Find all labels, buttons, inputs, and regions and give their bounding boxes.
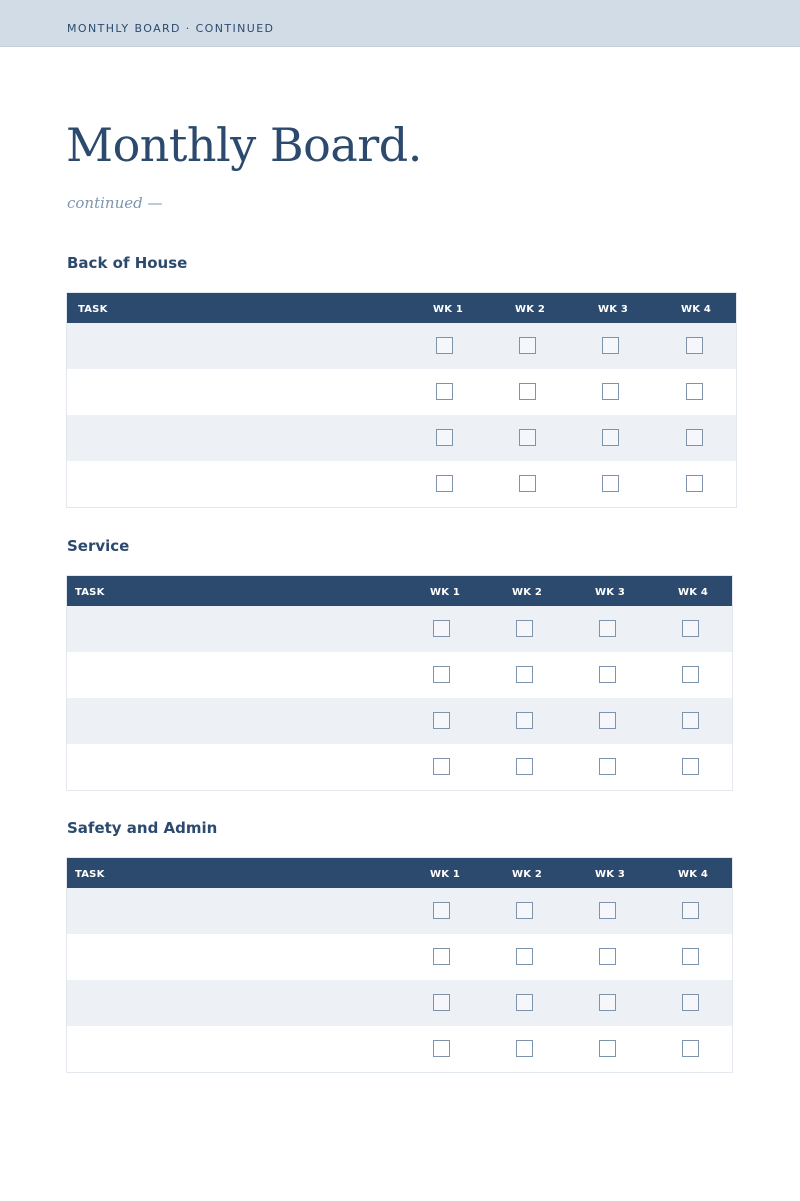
- wk1-checkbox-icon[interactable]: [433, 1040, 450, 1057]
- wk3-checkbox-icon[interactable]: [599, 1040, 616, 1057]
- col-header-wk3: WK 3: [595, 587, 626, 598]
- col-header-wk4: WK 4: [681, 304, 712, 315]
- wk1-checkbox-icon[interactable]: [436, 429, 453, 446]
- board-header-row: [67, 293, 736, 323]
- wk3-checkbox-icon[interactable]: [602, 429, 619, 446]
- col-header-wk4: WK 4: [678, 587, 709, 598]
- col-header-task: TASK: [75, 587, 105, 598]
- wk4-checkbox-icon[interactable]: [686, 383, 703, 400]
- wk4-checkbox-icon[interactable]: [682, 994, 699, 1011]
- task-row: [67, 369, 736, 415]
- col-header-wk1: WK 1: [433, 304, 464, 315]
- wk2-checkbox-icon[interactable]: [519, 475, 536, 492]
- wk3-checkbox-icon[interactable]: [599, 712, 616, 729]
- col-header-wk3: WK 3: [595, 869, 626, 880]
- wk1-checkbox-icon[interactable]: [433, 666, 450, 683]
- task-row: [67, 323, 736, 369]
- col-header-wk1: WK 1: [430, 869, 461, 880]
- task-row: [67, 1026, 732, 1072]
- wk1-checkbox-icon[interactable]: [433, 994, 450, 1011]
- col-header-wk2: WK 2: [512, 587, 543, 598]
- board-header-row: [67, 858, 732, 888]
- wk1-checkbox-icon[interactable]: [433, 902, 450, 919]
- board-safety-and-admin: [66, 857, 733, 1073]
- wk2-checkbox-icon[interactable]: [516, 620, 533, 637]
- wk2-checkbox-icon[interactable]: [519, 383, 536, 400]
- task-row: [67, 698, 732, 744]
- board-service: [66, 575, 733, 791]
- wk2-checkbox-icon[interactable]: [519, 337, 536, 354]
- task-row: [67, 652, 732, 698]
- wk4-checkbox-icon[interactable]: [686, 337, 703, 354]
- task-row: [67, 934, 732, 980]
- page-subtitle: continued —: [67, 194, 163, 212]
- wk3-checkbox-icon[interactable]: [599, 948, 616, 965]
- wk2-checkbox-icon[interactable]: [516, 758, 533, 775]
- wk3-checkbox-icon[interactable]: [599, 902, 616, 919]
- wk3-checkbox-icon[interactable]: [599, 620, 616, 637]
- col-header-task: TASK: [75, 869, 105, 880]
- wk3-checkbox-icon[interactable]: [599, 758, 616, 775]
- board-back-of-house: [66, 292, 737, 508]
- col-header-wk2: WK 2: [515, 304, 546, 315]
- page-title: Monthly Board.: [66, 118, 422, 172]
- top-banner: [0, 0, 800, 47]
- col-header-wk2: WK 2: [512, 869, 543, 880]
- wk2-checkbox-icon[interactable]: [516, 1040, 533, 1057]
- wk1-checkbox-icon[interactable]: [436, 475, 453, 492]
- task-row: [67, 461, 736, 507]
- wk1-checkbox-icon[interactable]: [436, 337, 453, 354]
- wk2-checkbox-icon[interactable]: [516, 666, 533, 683]
- wk4-checkbox-icon[interactable]: [682, 620, 699, 637]
- wk3-checkbox-icon[interactable]: [602, 337, 619, 354]
- wk2-checkbox-icon[interactable]: [516, 902, 533, 919]
- wk1-checkbox-icon[interactable]: [433, 620, 450, 637]
- section-title-back-of-house: Back of House: [67, 254, 188, 272]
- wk4-checkbox-icon[interactable]: [682, 948, 699, 965]
- task-row: [67, 606, 732, 652]
- wk2-checkbox-icon[interactable]: [516, 712, 533, 729]
- wk1-checkbox-icon[interactable]: [433, 758, 450, 775]
- board-header-row: [67, 576, 732, 606]
- wk2-checkbox-icon[interactable]: [519, 429, 536, 446]
- col-header-wk1: WK 1: [430, 587, 461, 598]
- col-header-wk3: WK 3: [598, 304, 629, 315]
- wk2-checkbox-icon[interactable]: [516, 948, 533, 965]
- wk4-checkbox-icon[interactable]: [682, 1040, 699, 1057]
- task-row: [67, 744, 732, 790]
- wk4-checkbox-icon[interactable]: [682, 758, 699, 775]
- wk3-checkbox-icon[interactable]: [599, 994, 616, 1011]
- task-row: [67, 888, 732, 934]
- wk4-checkbox-icon[interactable]: [686, 475, 703, 492]
- wk2-checkbox-icon[interactable]: [516, 994, 533, 1011]
- wk3-checkbox-icon[interactable]: [599, 666, 616, 683]
- task-row: [67, 415, 736, 461]
- section-title-safety-and-admin: Safety and Admin: [67, 819, 218, 837]
- section-title-service: Service: [67, 537, 130, 555]
- wk3-checkbox-icon[interactable]: [602, 383, 619, 400]
- col-header-wk4: WK 4: [678, 869, 709, 880]
- wk4-checkbox-icon[interactable]: [686, 429, 703, 446]
- wk3-checkbox-icon[interactable]: [602, 475, 619, 492]
- wk4-checkbox-icon[interactable]: [682, 712, 699, 729]
- banner-label: MONTHLY BOARD · CONTINUED: [67, 22, 275, 35]
- wk1-checkbox-icon[interactable]: [433, 712, 450, 729]
- wk1-checkbox-icon[interactable]: [436, 383, 453, 400]
- col-header-task: TASK: [78, 304, 108, 315]
- wk4-checkbox-icon[interactable]: [682, 666, 699, 683]
- task-row: [67, 980, 732, 1026]
- wk4-checkbox-icon[interactable]: [682, 902, 699, 919]
- wk1-checkbox-icon[interactable]: [433, 948, 450, 965]
